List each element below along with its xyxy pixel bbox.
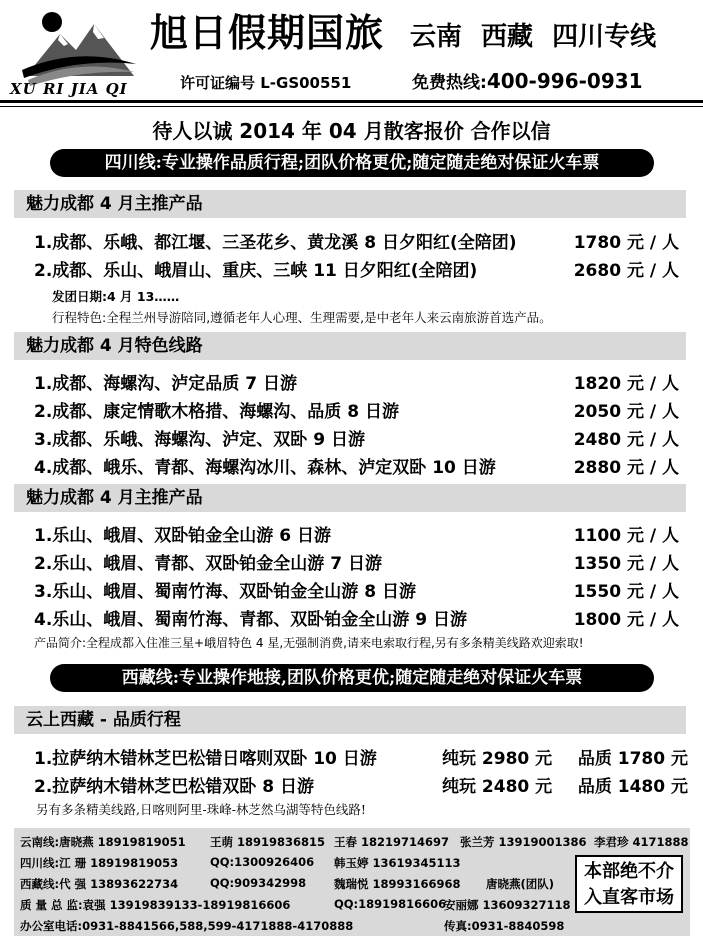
- stamp-line: 本部绝不介: [584, 861, 674, 882]
- route-name: 4.乐山、峨眉、蜀南竹海、青都、双卧铂金全山游 9 日游: [34, 610, 467, 630]
- contact: 韩玉婷 13619345113: [334, 856, 461, 870]
- route-name: 2.乐山、峨眉、青都、双卧铂金全山游 7 日游: [34, 554, 382, 574]
- route-price: 2050 元 / 人: [573, 402, 679, 422]
- list-item: [34, 369, 679, 395]
- route-name: 2.成都、康定情歌木格措、海螺沟、品质 8 日游: [34, 402, 399, 422]
- list-item: [34, 425, 679, 451]
- logo-text: XU RI JIA QI: [10, 80, 128, 98]
- list-item: [34, 521, 679, 547]
- pure-price: 纯玩 2980 元: [442, 749, 553, 769]
- contact: QQ:18919816606: [334, 897, 447, 911]
- route-name: 3.成都、乐峨、海螺沟、泸定、双卧 9 日游: [34, 430, 365, 450]
- route-price: 1550 元 / 人: [573, 582, 679, 602]
- list-item: [34, 772, 688, 798]
- contact: 唐晓燕(团队): [486, 877, 555, 891]
- tibet-note: 另有多条精美线路,日喀则阿里-珠峰-林芝然乌湖等特色线路!: [36, 802, 366, 817]
- route-price: 1100 元 / 人: [573, 526, 679, 546]
- notice-stamp: [575, 855, 683, 913]
- contact: 云南线:唐晓燕 18919819051: [20, 835, 186, 849]
- contact: 王萌 18919836815: [210, 835, 326, 849]
- route-name: 2.拉萨纳木错林芝巴松错双卧 8 日游: [34, 777, 314, 797]
- route-price: 1350 元 / 人: [573, 554, 679, 574]
- route-feature: 行程特色:全程兰州导游陪同,遵循老年人心理、生理需要,是中老年人来云南旅游首选产品。: [52, 310, 552, 325]
- hotline-number: 400-996-0931: [486, 69, 643, 93]
- list-item: [34, 577, 679, 603]
- list-item: [34, 256, 679, 282]
- contact: 王春 18219714697: [334, 835, 450, 849]
- quality-price: 品质 1480 元: [577, 777, 688, 797]
- tagline: 待人以诚 2014 年 04 月散客报价 合作以信: [152, 119, 551, 143]
- route-price: 2880 元 / 人: [573, 458, 679, 478]
- brand-name: 旭日假期国旅: [150, 10, 385, 55]
- hotline: [412, 68, 643, 93]
- contact: QQ:909342998: [210, 876, 307, 890]
- contact: 质 量 总 监:袁强 13919839133-18919816606: [20, 898, 291, 912]
- list-item: [34, 228, 679, 254]
- route-price: 1780 元 / 人: [573, 233, 679, 253]
- route-name: 4.成都、峨乐、青都、海螺沟冰川、森林、泸定双卧 10 日游: [34, 458, 496, 478]
- route-name: 1.乐山、峨眉、双卧铂金全山游 6 日游: [34, 526, 331, 546]
- departure-date: 发团日期:4 月 13……: [52, 289, 180, 304]
- contact: 四川线:江 珊 18919819053: [20, 856, 179, 870]
- route-price: 1800 元 / 人: [573, 610, 679, 630]
- tibet-banner: 西藏线:专业操作地接,团队价格更优;随定随走绝对保证火车票: [50, 664, 654, 692]
- section3-title: 魅力成都 4 月主推产品: [14, 484, 686, 512]
- route-name: 3.乐山、峨眉、蜀南竹海、双卧铂金全山游 8 日游: [34, 582, 416, 602]
- contact: 张兰芳 13919001386: [460, 835, 587, 849]
- section2-title: 魅力成都 4 月特色线路: [14, 332, 686, 360]
- quality-price: 品质 1780 元: [577, 749, 688, 769]
- route-price: 2480 元 / 人: [573, 430, 679, 450]
- section1-title: 魅力成都 4 月主推产品: [14, 190, 686, 218]
- header-divider-thin: [0, 106, 703, 107]
- route-price: 2680 元 / 人: [573, 261, 679, 281]
- license-number: 许可证编号 L-GS00551: [180, 74, 352, 92]
- list-item: [34, 549, 679, 575]
- list-item: [34, 605, 679, 631]
- product-intro: 产品简介:全程成都入住准三星+峨眉特色 4 星,无强制消费,请来电索取行程,另有多条精美线路欢迎索取!: [34, 636, 584, 650]
- route-name: 1.拉萨纳木错林芝巴松错日喀则双卧 10 日游: [34, 749, 377, 769]
- hotline-label: 免费热线:: [412, 73, 487, 93]
- contact: 办公室电话:0931-8841566,588,599-4171888-4170888: [20, 919, 354, 933]
- list-item: [34, 453, 679, 479]
- contact: 西藏线:代 强 13893622734: [20, 877, 179, 891]
- route-name: 2.成都、乐山、峨眉山、重庆、三峡 11 日夕阳红(全陪团): [34, 261, 478, 281]
- contact: 李君珍 4171888: [594, 835, 689, 849]
- contact: 安丽娜 13609327118: [444, 898, 571, 912]
- brand-routes: 云南 西藏 四川专线: [410, 22, 657, 52]
- sichuan-banner: 四川线:专业操作品质行程;团队价格更优;随定随走绝对保证火车票: [50, 149, 654, 177]
- route-name: 1.成都、海螺沟、泸定品质 7 日游: [34, 374, 297, 394]
- section4-title: 云上西藏 - 品质行程: [14, 706, 686, 734]
- stamp-line: 入直客市场: [584, 887, 674, 908]
- contact: QQ:1300926406: [210, 855, 315, 869]
- header-divider: [0, 100, 703, 103]
- route-name: 1.成都、乐峨、都江堰、三圣花乡、黄龙溪 8 日夕阳红(全陪团): [34, 233, 517, 253]
- list-item: [34, 397, 679, 423]
- pure-price: 纯玩 2480 元: [442, 777, 553, 797]
- contact: 传真:0931-8840598: [444, 919, 565, 933]
- route-price: 1820 元 / 人: [573, 374, 679, 394]
- contact: 魏瑞悦 18993166968: [334, 877, 461, 891]
- list-item: [34, 744, 688, 770]
